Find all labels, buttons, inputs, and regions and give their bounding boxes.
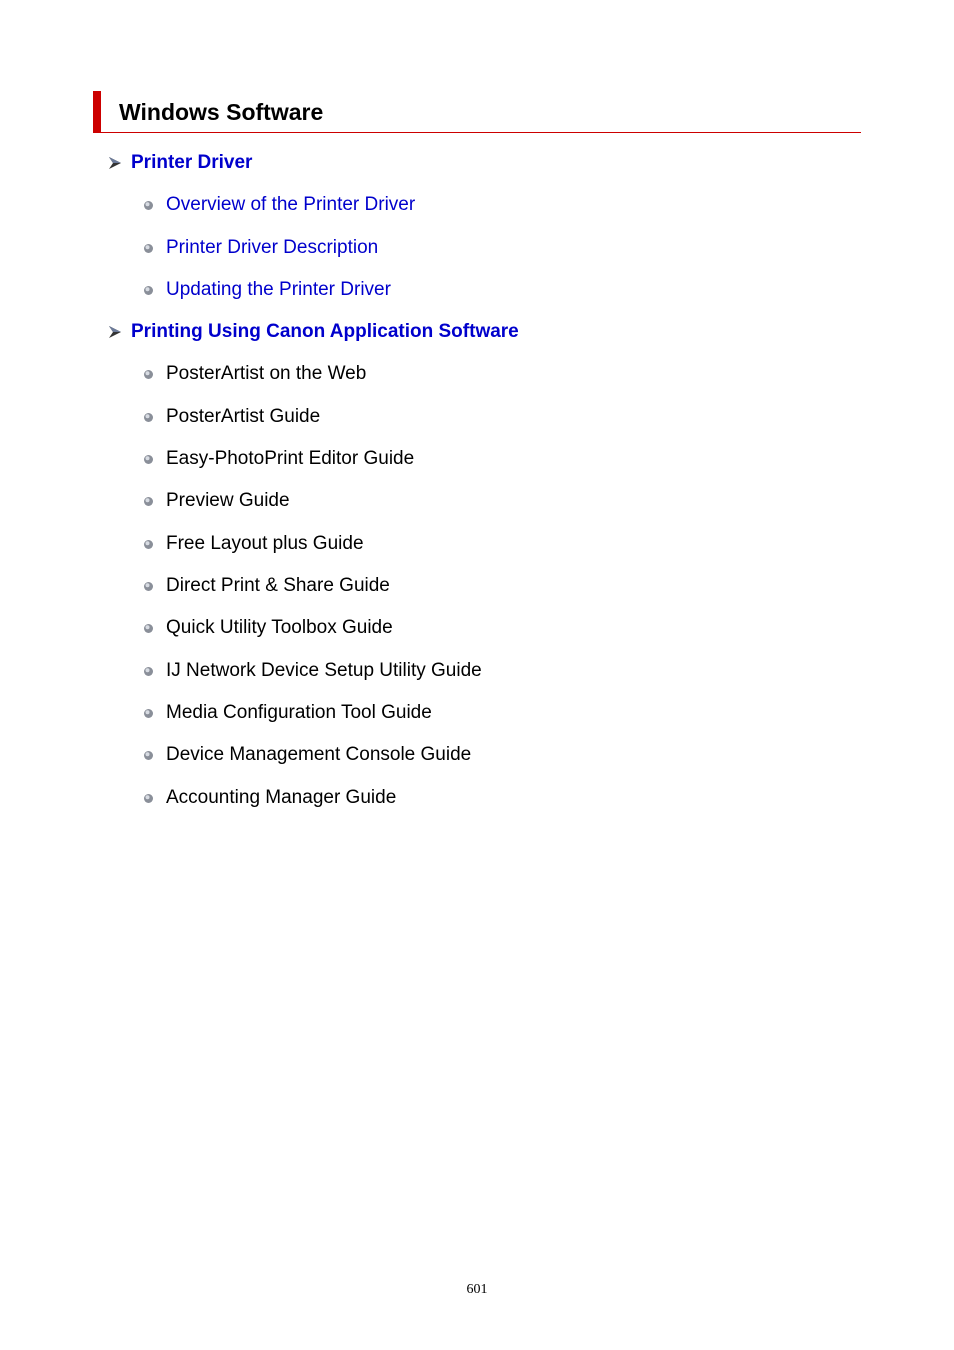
link-updating-printer-driver[interactable]: Updating the Printer Driver [166,279,391,300]
item-label-direct-print-share: Direct Print & Share Guide [166,575,390,596]
bullet-dot-icon [143,369,154,380]
item-label-easy-photoprint-editor: Easy-PhotoPrint Editor Guide [166,448,415,469]
bullet-dot-icon [143,243,154,254]
chevron-right-icon [108,156,122,170]
item-label-quick-utility-toolbox: Quick Utility Toolbox Guide [166,617,393,638]
bullet-dot-icon [143,623,154,634]
bullet-dot-icon [143,750,154,761]
item-label-media-configuration-tool: Media Configuration Tool Guide [166,702,432,723]
section-title-printing-canon-software[interactable]: Printing Using Canon Application Software [131,321,519,342]
bullet-dot-icon [143,581,154,592]
section-title-printer-driver[interactable]: Printer Driver [131,152,253,173]
link-overview-printer-driver[interactable]: Overview of the Printer Driver [166,194,416,215]
item-label-preview-guide: Preview Guide [166,490,290,511]
item-label-ij-network-setup: IJ Network Device Setup Utility Guide [166,660,482,681]
heading-accent-bar [93,91,101,133]
page-number: 601 [466,1282,488,1297]
item-label-accounting-manager: Accounting Manager Guide [166,787,397,808]
bullet-dot-icon [143,285,154,296]
item-label-device-management-console: Device Management Console Guide [166,744,472,765]
link-printer-driver-description[interactable]: Printer Driver Description [166,237,379,258]
bullet-dot-icon [143,793,154,804]
bullet-dot-icon [143,412,154,423]
bullet-dot-icon [143,539,154,550]
item-label-free-layout-plus: Free Layout plus Guide [166,533,364,554]
page-heading [93,91,861,133]
bullet-dot-icon [143,454,154,465]
item-label-posterartist-guide: PosterArtist Guide [166,406,321,427]
chevron-right-icon [108,325,122,339]
bullet-dot-icon [143,200,154,211]
page-title: Windows Software [119,99,324,125]
bullet-dot-icon [143,496,154,507]
bullet-dot-icon [143,708,154,719]
bullet-dot-icon [143,666,154,677]
item-label-posterartist-web: PosterArtist on the Web [166,363,367,384]
